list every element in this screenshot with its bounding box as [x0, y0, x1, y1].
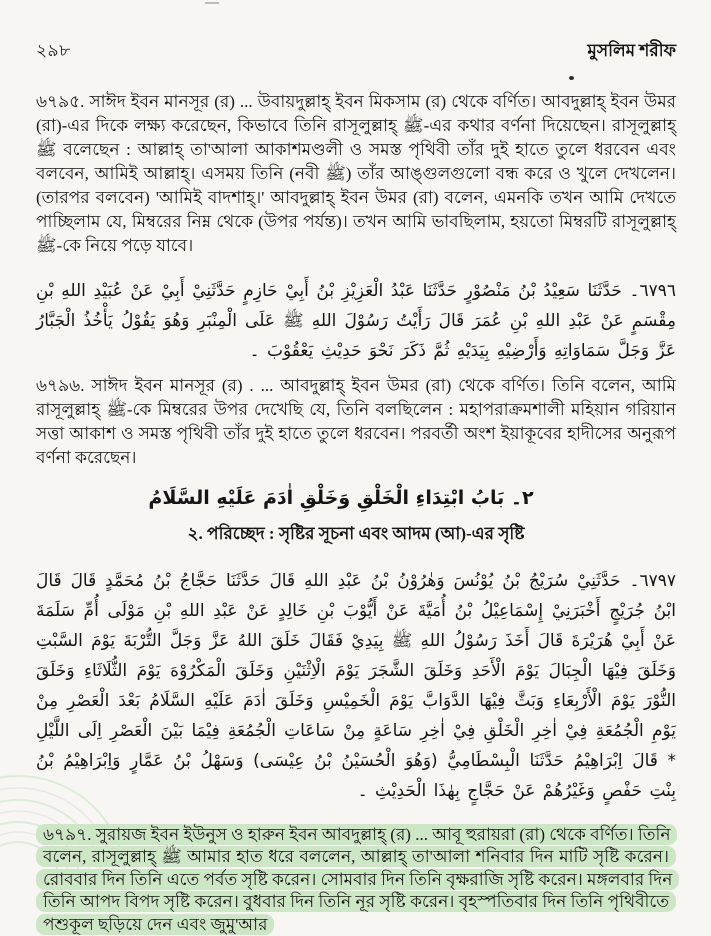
highlighted-hadith-text: ৬৭৯৭. সুরায়জ ইবন ইউনুস ও হারুন ইবন আবদুল্লাহ্ (র) ... আবূ হুরায়রা (রা) থেকে বর্ণিত। তিনি বলেন, রাসূলুল্লাহ্ ﷺ আমার হাত ধরে বললেন, আল্লাহ্ তা'আলা শনিবার দিন মাটি সৃষ্টি করেন। রোববার দিন তিনি এতে পর্বত সৃষ্টি করেন। সোমবার দিন তিনি বৃক্ষরাজি সৃষ্টি করেন। মঙ্গলবার দিন তিনি আপদ বিপদ সৃষ্টি করেন। বুধবার দিন তিনি নূর সৃষ্টি করেন। বৃহস্পতিবার দিন তিনি পৃথিবীতে পশুকূল ছড়িয়ে দেন এবং জুমু'আর	[36, 824, 679, 935]
chapter-heading-arabic: ٢۔ بَابُ ابْتِدَاءِ الْخَلْقِ وَخَلْقِ اٰدَمَ عَلَيْهِ السَّلَامُ	[148, 487, 534, 509]
hadith-6797-bengali-paragraph	[36, 824, 676, 936]
hadith-6795-bengali-paragraph: ৬৭৯৫. সাঈদ ইবন মানসূর (র) ... উবায়দুল্লাহ্ ইবন মিকসাম (র) থেকে বর্ণিত। আবদুল্লাহ্ ইবন উমর (রা)-এর দিকে লক্ষ্য করেছেন, কিভাবে তিনি রাসূলুল্লাহ্ ﷺ-এর কথার বর্ণনা দিয়েছেন। রাসূলুল্লাহ্ ﷺ বলেছেন : আল্লাহ্ তা'আলা আকাশমণ্ডলী ও সমস্ত পৃথিবী তাঁর দুই হাতে তুলে ধরবেন এবং বলবেন, আমিই আল্লাহ্। এসময় তিনি (নবী ﷺ) তাঁর আঙ্গুলগুলো বন্ধ করে ও খুলে দেখলেন। (তারপর বলবেন) 'আমিই বাদশাহ্।' আবদুল্লাহ্ ইবন উমর (রা) বলেন, এমনকি তখন আমি দেখতে পাচ্ছিলাম যে, মিম্বরের নিম্ন থেকে (উপর পর্যন্ত)। তখন আমি ভাবছিলাম, হয়তো মিম্বরটি রাসূলুল্লাহ্ ﷺ-কে নিয়ে পড়ে যাবে।	[36, 92, 677, 255]
ink-dot-artifact	[569, 76, 574, 80]
hadith-6796-arabic-paragraph: ٦٧٩٦۔ حَدَّثَنَا سَعِيْدُ بْنُ مَنْصُوْرٍ حَدَّثَنَا عَبْدُ الْعَزِيْزِ بْنُ أَبِيْ حَازِمٍ حَدَّثَنِيْ أَبِيْ عَنْ عُبَيْدِ اللهِ بْنِ مِقْسَمٍ عَنْ عَبْدِ اللهِ بْنِ عُمَرَ قَالَ رَأَيْتُ رَسُوْلَ اللهِ ﷺ عَلَى الْمِنْبَرِ وَهُوَ يَقُوْلُ يَأْخُذُ الْجَبَّارُ عَزَّ وَجَلَّ سَمَاوَاتِهِ وَأَرْضِيْهِ بِيَدَيْهِ ثُمَّ ذَكَرَ نَحْوَ حَدِيْثِ يَعْقُوْبَ ۔	[36, 281, 676, 361]
hadith-6797-arabic-paragraph: ٦٧٩٧۔ حَدَّثَنِيْ سُرَيْجُ بْنُ يُوْنُسَ وَهٰرُوْنُ بْنُ عَبْدِ اللهِ قَالَ حَدَّثَنَا حَجَّاجُ بْنُ مُحَمَّدٍ قَالَ قَالَ ابْنُ جُرَيْجٍ أَخْبَرَنِيْ إِسْمَاعِيْلُ بْنُ أُمَيَّةَ عَنْ أَيُّوْبَ بْنِ خَالِدٍ عَنْ عَبْدِ اللهِ بْنِ مَوْلَى أُمِّ سَلَمَةَ عَنْ أَبِيْ هُرَيْرَةَ قَالَ أَخَذَ رَسُوْلُ اللهِ ﷺ بِيَدِيْ فَقَالَ خَلَقَ اللهُ عَزَّ وَجَلَّ التُّرْبَةَ يَوْمَ السَّبْتِ وَخَلَقَ فِيْهَا الْجِبَالَ يَوْمَ الْأَحَدِ وَخَلَقَ الشَّجَرَ يَوْمَ الْاِثْنَيْنِ وَخَلَقَ الْمَكْرُوْهَ يَوْمَ الثُّلَاثَاءِ وَخَلَقَ النُّوْرَ يَوْمَ الْأَرْبِعَاءِ وَبَثَّ فِيْهَا الدَّوَابَّ يَوْمَ الْخَمِيْسِ وَخَلَقَ اٰدَمَ عَلَيْهِ السَّلَامُ بَعْدَ الْعَصْرِ مِنْ يَوْمِ الْجُمُعَةِ فِيْ اٰخِرِ الْخَلْقِ فِيْ اٰخِرِ سَاعَةٍ مِنْ سَاعَاتِ الْجُمُعَةِ فِيْمَا بَيْنَ الْعَصْرِ اِلَى اللَّيْلِ * قَالَ اِبْرَاهِيْمُ حَدَّثَنَا الْبِسْطَامِيُّ (وَهُوَ الْحُسَيْنُ بْنُ عِيْسَى) وَسَهْلُ بْنُ عَمَّارٍ وَاِبْرَاهِيْمُ بْنُ بِنْتِ حَفْصٍ وَغَيْرُهُمْ عَنْ حَجَّاجٍ بِهٰذَا الْحَدِيْثِ ۔	[36, 571, 676, 801]
scan-mark-artifact	[205, 2, 219, 4]
hadith-6796-bengali-paragraph: ৬৭৯৬. সাঈদ ইবন মানসূর (র) . ... আবদুল্লাহ্ ইবন উমর (রা) থেকে বর্ণিত। তিনি বলেন, আমি রাসূলুল্লাহ্ ﷺ-কে মিম্বরের উপর দেখেছি যে, তিনি বলছিলেন : মহাপরাক্রমশালী মহিয়ান গরিয়ান সত্তা আকাশ ও সমস্ত পৃথিবী তাঁর দুই হাতে তুলে ধরবেন। পরবর্তী অংশ ইয়াকূবের হাদীসের অনুরূপ বর্ণনা করেছেন।	[36, 376, 676, 467]
page-number: ২৯৮	[36, 41, 71, 60]
book-title: মুসলিম শরীফ	[587, 41, 676, 60]
chapter-heading-bengali: ২. পরিচ্ছেদ : সৃষ্টির সূচনা এবং আদম (আ)-এর সৃষ্টি	[187, 524, 525, 543]
page-body	[36, 90, 676, 936]
page-header	[36, 38, 676, 66]
